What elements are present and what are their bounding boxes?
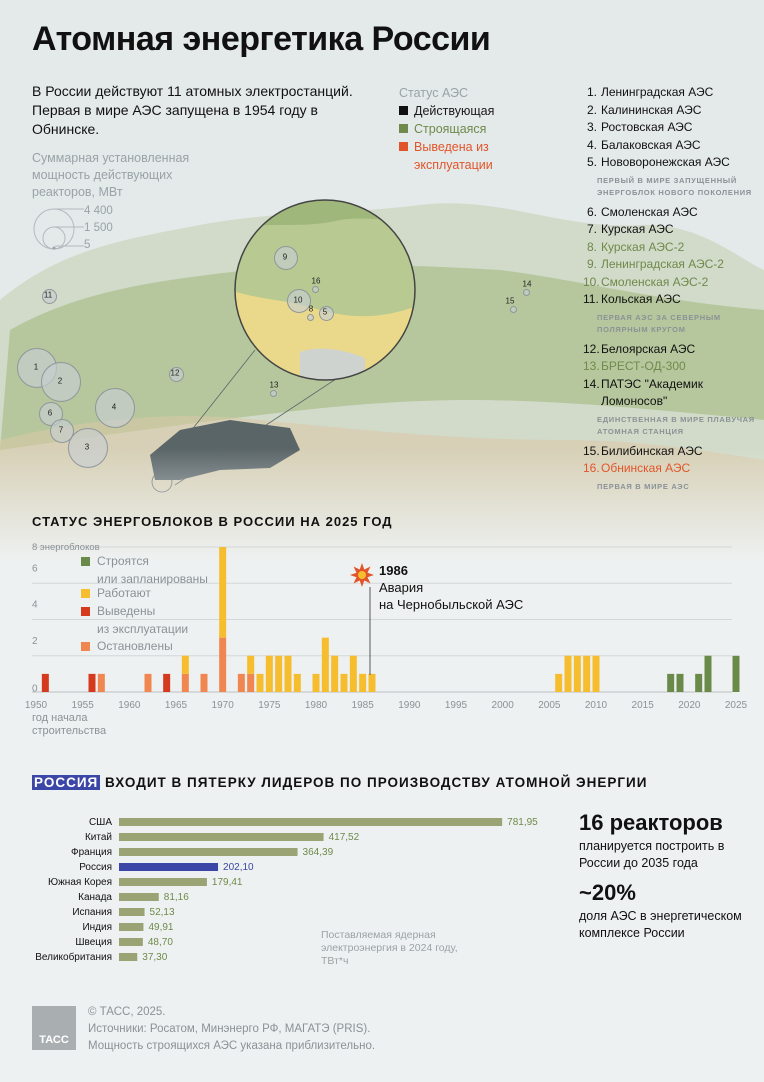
plant-number: 12. xyxy=(583,341,600,356)
fact-reactors xyxy=(579,810,759,872)
country-value: 417,52 xyxy=(328,832,360,843)
country-label: Великобритания xyxy=(35,952,112,963)
annotation-year: 1986 xyxy=(379,563,408,578)
bar-operating-1973 xyxy=(247,656,254,674)
tass-logo: ТАСС xyxy=(32,1006,76,1050)
plant-number: 14. xyxy=(583,376,600,391)
country-bar xyxy=(119,893,159,901)
plant-item xyxy=(583,256,758,274)
plant-number: 9. xyxy=(586,257,597,271)
country-label: Китай xyxy=(84,832,112,843)
title-highlight: РОССИЯ xyxy=(34,775,99,790)
plant-number: 5. xyxy=(586,155,597,169)
plant-name: Белоярская АЭС xyxy=(601,341,696,356)
inset-marker-label: 5 xyxy=(322,307,328,317)
plant-name: Калининская АЭС xyxy=(601,102,702,117)
plant-name: Нововоронежская АЭС xyxy=(601,155,730,169)
country-value: 52,13 xyxy=(149,907,175,918)
plant-number: 6. xyxy=(586,204,597,219)
x-tick-label: 1975 xyxy=(258,700,281,711)
x-tick-label: 2015 xyxy=(631,700,654,711)
legend-swatch-decommissioned xyxy=(81,607,90,616)
country-bar xyxy=(119,908,145,916)
plant-name: Ленинградская АЭС xyxy=(601,85,714,99)
x-tick-label: 1980 xyxy=(304,700,328,711)
plant-note: ПЕРВЫЙ В МИРЕ ЗАПУЩЕННЫЙ ЭНЕРГОБЛОК НОВОГО ПОКОЛЕНИЯ xyxy=(597,175,752,197)
x-tick-label: 1985 xyxy=(351,700,374,711)
country-label: Южная Корея xyxy=(48,877,112,888)
y-axis-label: 8 энергоблоков xyxy=(32,542,100,553)
bar-operating-1974 xyxy=(257,674,264,692)
plant-number: 13. xyxy=(583,359,600,373)
bar-operating-1970 xyxy=(219,547,226,638)
legend-label-stopped: Остановлены xyxy=(97,639,173,653)
bar-stopped-1968 xyxy=(201,674,208,692)
bar-operating-1986 xyxy=(369,674,376,692)
y-tick-label: 2 xyxy=(32,635,38,647)
bar-building-2018 xyxy=(667,674,674,692)
map-marker-label: 13 xyxy=(269,380,279,390)
country-label: Канада xyxy=(78,892,112,903)
fact-share xyxy=(579,880,759,942)
bar-operating-1983 xyxy=(341,674,348,692)
status-operating: Действующая xyxy=(414,104,495,118)
plant-number: 1. xyxy=(586,85,597,99)
country-bar xyxy=(119,878,207,886)
country-value: 364,39 xyxy=(302,847,334,858)
plant-item xyxy=(583,376,758,411)
legend-label-operating: Работают xyxy=(97,586,151,600)
bar-building-2022 xyxy=(705,656,712,692)
status-legend xyxy=(399,84,514,174)
inset-marker-label: 16 xyxy=(311,276,321,286)
plant-name: Смоленская АЭС-2 xyxy=(601,274,709,289)
country-bar xyxy=(119,863,218,871)
footer-disclaimer: Мощность строящихся АЭС указана приблизительно. xyxy=(88,1040,376,1052)
x-tick-label: 1970 xyxy=(211,700,234,711)
bar-operating-1975 xyxy=(266,656,273,692)
map-marker-label: 14 xyxy=(522,279,532,289)
plant-name: БРЕСТ-ОД-300 xyxy=(601,359,686,373)
legend-label-building: Строятся xyxy=(97,554,149,568)
bar-operating-1976 xyxy=(275,656,282,692)
plant-item xyxy=(583,443,758,461)
plant-number: 8. xyxy=(586,239,597,254)
bar-operating-1978 xyxy=(294,674,301,692)
bar-stopped-1973 xyxy=(247,674,254,692)
plant-name: Билибинская АЭС xyxy=(601,443,703,458)
bar-operating-2007 xyxy=(565,656,572,692)
bar-operating-1980 xyxy=(313,674,320,692)
y-tick-label: 6 xyxy=(32,563,38,575)
legend-swatch-operating xyxy=(81,589,90,598)
plant-item xyxy=(583,460,758,478)
country-bar xyxy=(119,938,143,946)
country-value: 48,70 xyxy=(147,937,173,948)
bar-operating-1982 xyxy=(331,656,338,692)
capacity-legend-title: Суммарная установленная мощность действующих реакторов, МВт xyxy=(32,151,190,199)
bar-stopped-1970 xyxy=(219,638,226,692)
plant-name: Смоленская АЭС xyxy=(601,204,698,219)
map-marker-label: 15 xyxy=(505,296,515,306)
map-marker-label: 12 xyxy=(170,368,180,378)
map-marker-label: 3 xyxy=(84,442,90,452)
x-tick-label: 1960 xyxy=(118,700,141,711)
bar-operating-2009 xyxy=(583,656,590,692)
bar-decommissioned-1964 xyxy=(163,674,170,692)
plant-note: ПЕРВАЯ АЭС ЗА СЕВЕРНЫМ ПОЛЯРНЫМ КРУГОМ xyxy=(597,312,721,334)
x-axis-label-line2: строительства xyxy=(32,725,107,737)
inset-marker-label: 9 xyxy=(282,252,288,262)
leaders-chart-axis-note: Поставляемая ядерная электроэнергия в 2024 году, ТВт*ч xyxy=(321,929,458,967)
map-marker-label: 7 xyxy=(58,425,64,435)
bar-operating-1985 xyxy=(359,674,366,692)
country-bar xyxy=(119,848,298,856)
y-tick-zero: 0 xyxy=(32,683,38,695)
bar-building-2021 xyxy=(695,674,702,692)
plant-item xyxy=(583,291,758,309)
bar-operating-2006 xyxy=(555,674,562,692)
plant-item xyxy=(583,102,758,120)
capacity-value-large: 4 400 xyxy=(84,205,113,217)
fact-share-value: ~20% xyxy=(579,880,636,905)
country-bar xyxy=(119,953,137,961)
plant-item xyxy=(583,358,758,376)
country-value: 81,16 xyxy=(163,892,189,903)
status-building: Строящаяся xyxy=(414,122,487,136)
plant-item xyxy=(583,274,758,292)
units-chart-title: СТАТУС ЭНЕРГОБЛОКОВ В РОССИИ НА 2025 ГОД xyxy=(32,514,393,529)
plant-item xyxy=(583,221,758,239)
inset-marker-label: 10 xyxy=(293,295,303,305)
capacity-value-medium: 1 500 xyxy=(84,222,113,234)
building-swatch xyxy=(399,124,408,133)
plant-item xyxy=(583,341,758,359)
plant-note: ПЕРВАЯ В МИРЕ АЭС xyxy=(597,481,690,491)
inset-marker-label: 8 xyxy=(308,304,314,314)
plant-note: ЕДИНСТВЕННАЯ В МИРЕ ПЛАВУЧАЯ АТОМНАЯ СТАНЦИЯ xyxy=(597,414,755,436)
units-status-chart xyxy=(0,535,764,745)
x-tick-label: 1965 xyxy=(164,700,188,711)
plant-number: 3. xyxy=(586,120,597,134)
fact-reactors-value: 16 реакторов xyxy=(579,810,723,835)
plant-number: 2. xyxy=(586,102,597,117)
bar-decommissioned-1951 xyxy=(42,674,49,692)
plant-item xyxy=(583,84,758,102)
page-title: Атомная энергетика России xyxy=(32,20,491,58)
annotation-text-2: на Чернобыльской АЭС xyxy=(379,597,524,612)
map-marker-label: 1 xyxy=(33,362,39,372)
plant-number: 11. xyxy=(583,292,599,306)
legend-label-decommissioned-line2: из эксплуатации xyxy=(97,622,189,636)
bar-stopped-1972 xyxy=(238,674,245,692)
plant-number: 7. xyxy=(586,222,597,236)
bar-stopped-1962 xyxy=(145,674,152,692)
plant-item xyxy=(583,119,758,137)
x-axis-label-line1: год начала xyxy=(32,712,88,724)
bar-decommissioned-1956 xyxy=(89,674,96,692)
bar-operating-2008 xyxy=(574,656,581,692)
decommissioned-swatch xyxy=(399,142,408,151)
x-tick-label: 1995 xyxy=(444,700,468,711)
bar-operating-1981 xyxy=(322,638,329,692)
country-label: США xyxy=(88,817,112,828)
plant-list xyxy=(583,84,758,498)
map-marker xyxy=(270,390,277,397)
fact-reactors-text: планируется построить в России до 2035 года xyxy=(579,839,725,870)
plant-number: 16. xyxy=(583,461,600,475)
country-label: Испания xyxy=(72,907,112,918)
x-tick-label: 1990 xyxy=(398,700,421,711)
country-value: 781,95 xyxy=(507,817,538,828)
country-label: Россия xyxy=(79,862,112,873)
bar-building-2019 xyxy=(677,674,684,692)
country-label: Швеция xyxy=(75,937,112,948)
x-tick-label: 2000 xyxy=(491,700,514,711)
plant-item xyxy=(583,239,758,257)
map-marker xyxy=(510,306,517,313)
plant-name: ПАТЭС "Академик Ломоносов" xyxy=(601,376,703,408)
bar-stopped-1966 xyxy=(182,674,189,692)
legend-label-decommissioned: Выведены xyxy=(97,604,156,618)
bar-building-2025 xyxy=(733,656,740,692)
inset-marker xyxy=(307,314,314,321)
plant-number: 15. xyxy=(583,443,600,458)
map-marker-label: 2 xyxy=(57,376,63,386)
x-tick-label: 1950 xyxy=(24,700,48,711)
country-bar xyxy=(119,818,502,826)
capacity-value-small: 5 xyxy=(84,239,91,251)
plant-item xyxy=(583,154,758,172)
x-tick-label: 1955 xyxy=(71,700,94,711)
country-value: 37,30 xyxy=(142,952,168,963)
plant-name: Кольская АЭС xyxy=(601,292,681,306)
plant-name: Ленинградская АЭС-2 xyxy=(601,257,724,271)
plant-number: 10. xyxy=(583,274,600,289)
plant-item xyxy=(583,137,758,155)
bar-stopped-1957 xyxy=(98,674,105,692)
country-bar xyxy=(119,923,143,931)
footer-sources: Источники: Росатом, Минэнерго РФ, МАГАТЭ (PRIS). xyxy=(88,1023,371,1035)
map-marker-label: 11 xyxy=(43,290,53,300)
explosion-icon xyxy=(350,563,374,587)
country-label: Индия xyxy=(82,922,112,933)
title-rest: ВХОДИТ В ПЯТЕРКУ ЛИДЕРОВ ПО ПРОИЗВОДСТВУ АТОМНОЙ ЭНЕРГИИ xyxy=(105,775,648,790)
leaders-chart xyxy=(0,810,560,970)
map-marker-label: 6 xyxy=(47,408,53,418)
legend-label-building-line2: или запланированы xyxy=(97,572,208,586)
bar-operating-1984 xyxy=(350,656,357,692)
leaders-chart-title xyxy=(32,774,647,792)
bar-operating-2010 xyxy=(593,656,600,692)
intro-text: В России действуют 11 атомных электростанций. Первая в мире АЭС запущена в 1954 году в Обнинске. xyxy=(32,83,353,137)
country-value: 202,10 xyxy=(223,862,254,873)
operating-swatch xyxy=(399,106,408,115)
x-tick-label: 2005 xyxy=(538,700,561,711)
country-bar xyxy=(119,833,324,841)
country-label: Франция xyxy=(71,847,112,858)
plant-item xyxy=(583,204,758,222)
annotation-text-1: Авария xyxy=(379,580,424,595)
legend-swatch-building xyxy=(81,557,90,566)
plant-name: Курская АЭС-2 xyxy=(601,239,685,254)
x-tick-label: 2010 xyxy=(584,700,608,711)
capacity-legend-circles xyxy=(32,204,92,252)
y-tick-label: 4 xyxy=(32,599,38,611)
legend-swatch-stopped xyxy=(81,642,90,651)
footer-copyright: © ТАСС, 2025. xyxy=(88,1006,166,1018)
plant-number: 4. xyxy=(586,137,597,152)
status-decommissioned: Выведена из эксплуатации xyxy=(414,140,493,172)
country-value: 179,41 xyxy=(211,877,243,888)
country-value: 49,91 xyxy=(148,922,174,933)
bar-operating-1966 xyxy=(182,656,189,674)
fact-share-text: доля АЭС в энергетическом комплексе России xyxy=(579,909,742,940)
plant-name: Курская АЭС xyxy=(601,222,674,236)
plant-name: Ростовская АЭС xyxy=(601,120,693,134)
footer xyxy=(88,1004,375,1055)
plant-name: Обнинская АЭС xyxy=(601,461,691,475)
inset-marker xyxy=(312,286,319,293)
map-marker xyxy=(523,289,530,296)
status-legend-header: Статус АЭС xyxy=(399,86,469,100)
map-marker-label: 4 xyxy=(111,402,117,412)
x-tick-label: 2025 xyxy=(724,700,748,711)
bar-operating-1977 xyxy=(285,656,292,692)
plant-name: Балаковская АЭС xyxy=(601,137,701,152)
x-tick-label: 2020 xyxy=(678,700,701,711)
